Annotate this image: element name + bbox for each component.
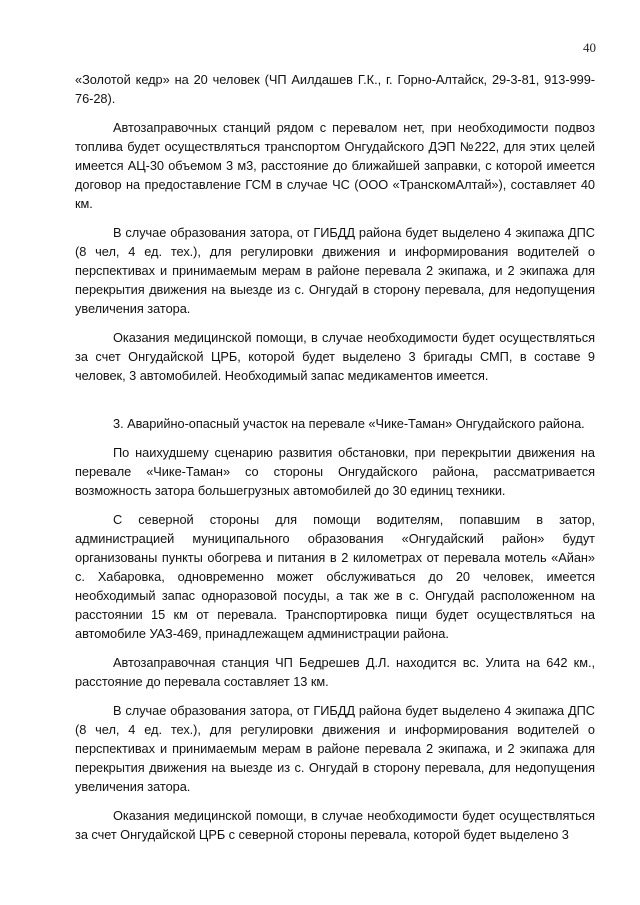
- paragraph-fuel-supply: Автозаправочных станций рядом с перевалом нет, при необходимости подвоз топлива будет осуществляться транспортом Онгудайского ДЭП №222, для этих целей имеется АЦ-30 объемом 3 м3, расстояние до ближайшей заправки, с которой имеется договор на предоставление ГСМ в случае ЧС (ООО «ТранскомАлтай»), составляет 40 км.: [75, 120, 595, 211]
- paragraph-traffic-police-2: В случае образования затора, от ГИБДД района будет выделено 4 экипажа ДПС (8 чел, 4 ед. тех.), для регулировки движения и информирования водителей о перспективах и принимаемым мерам в районе перевала 2 экипажа, и 2 экипажа для перекрытия движения на выезде из с. Онгудай в сторону перевала, для недопущения увеличения затора.: [75, 703, 595, 794]
- section-heading-chike-taman: 3. Аварийно-опасный участок на перевале «Чике-Таман» Онгудайского района.: [113, 416, 585, 431]
- paragraph-traffic-police: В случае образования затора, от ГИБДД района будет выделено 4 экипажа ДПС (8 чел, 4 ед. тех.), для регулировки движения и информирования водителей о перспективах и принимаемым мерам в районе перевала 2 экипажа, и 2 экипажа для перекрытия движения на выезде из с. Онгудай в сторону перевала, для недопущения увеличения затора.: [75, 225, 595, 316]
- paragraph-medical-help-2: Оказания медицинской помощи, в случае необходимости будет осуществляться за счет Онгудайской ЦРБ с северной стороны перевала, которой будет выделено 3: [75, 808, 595, 842]
- page-number: 40: [583, 40, 596, 55]
- paragraph-medical-help: Оказания медицинской помощи, в случае необходимости будет осуществляться за счет Онгудайской ЦРБ, которой будет выделено 3 бригады СМП, в составе 9 человек, 3 автомобилей. Необходимый запас медикаментов имеется.: [75, 330, 595, 383]
- section-spacer: [75, 395, 595, 414]
- document-body: [75, 70, 595, 854]
- paragraph-cafe-capacity: «Золотой кедр» на 20 человек (ЧП Аилдашев Г.К., г. Горно-Алтайск, 29-3-81, 913-999-76-28).: [75, 72, 595, 106]
- paragraph-heating-points: С северной стороны для помощи водителям, попавшим в затор, администрацией муниципального образования «Онгудайский район» будут организованы пункты обогрева и питания в 2 километрах от перевала мотель «Айан» с. Хабаровка, одновременно может обслуживаться до 20 человек, имеется необходимый запас одноразовой посуды, а так же в с. Онгудай расположенном на расстоянии 15 км от перевала. Транспортировка пищи будет осуществляться на автомобиле УАЗ-469, принадлежащем администрации района.: [75, 512, 595, 641]
- paragraph-gas-station: Автозаправочная станция ЧП Бедрешев Д.Л. находится вс. Улита на 642 км., расстояние до перевала составляет 13 км.: [75, 655, 595, 689]
- paragraph-worst-scenario: По наихудшему сценарию развития обстановки, при перекрытии движения на перевале «Чике-Таман» со стороны Онгудайского района, рассматривается возможность затора большегрузных автомобилей до 30 единиц техники.: [75, 445, 595, 498]
